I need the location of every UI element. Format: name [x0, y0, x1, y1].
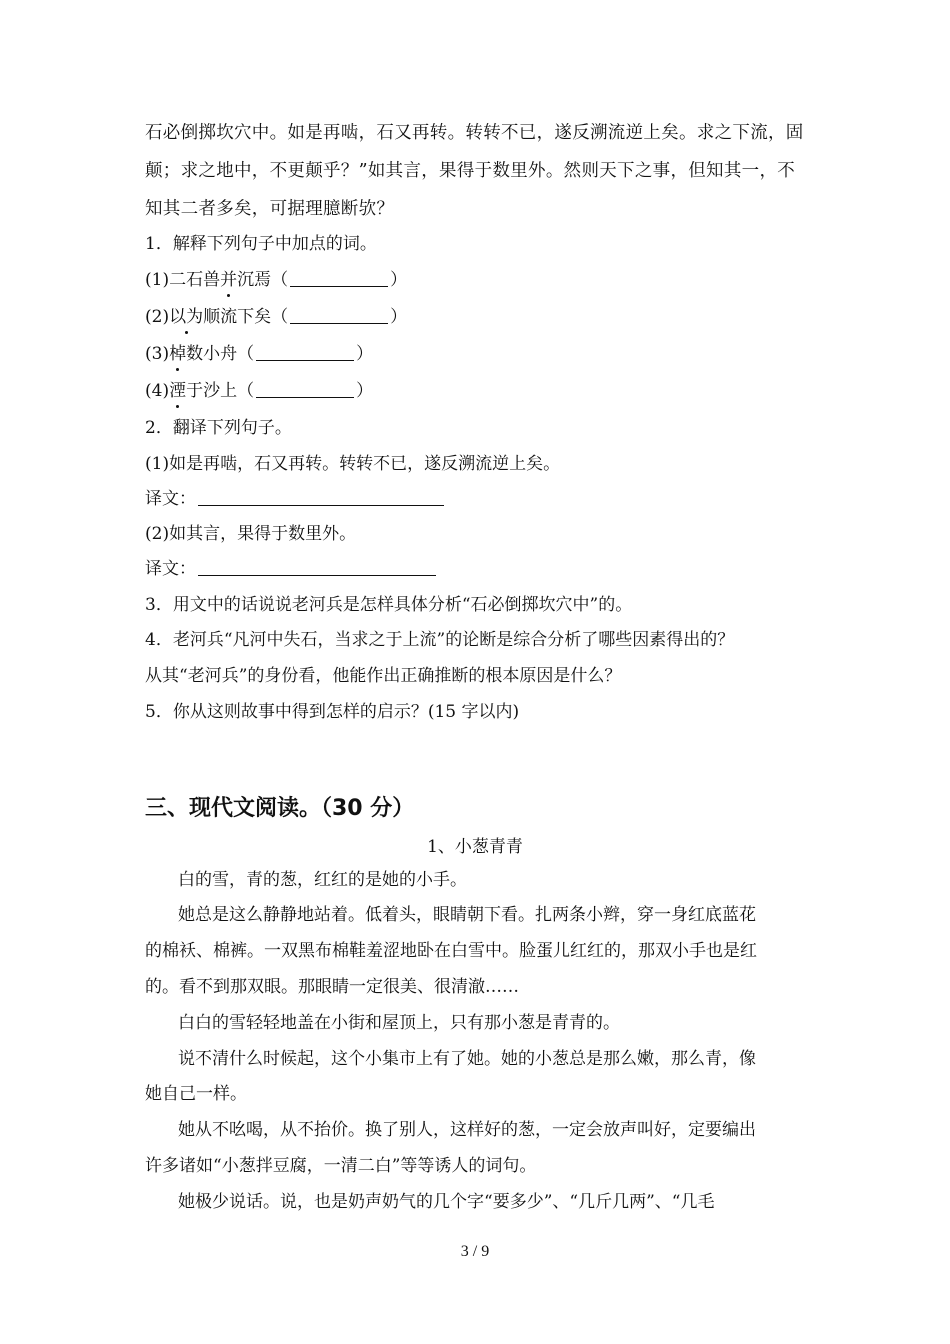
passage-line-10: 她极少说话。说，也是奶声奶气的几个字“要多少”、“几斤几两”、“几毛	[178, 1192, 715, 1212]
passage-line-6: 说不清什么时候起，这个小集市上有了她。她的小葱总是那么嫩，那么青，像	[178, 1049, 756, 1069]
passage-line-3: 的棉袄、棉裤。一双黑布棉鞋羞涩地卧在白雪中。脸蛋儿红红的，那双小手也是红	[145, 941, 757, 961]
question-1-item-4	[145, 379, 373, 403]
question-5: 5．你从这则故事中得到怎样的启示？(15 字以内)	[145, 702, 520, 722]
item-close: ）	[390, 307, 408, 327]
answer-label: 译文：	[145, 489, 196, 509]
question-2-answer-2	[145, 557, 438, 581]
question-1-item-2	[145, 305, 407, 329]
translation-blank[interactable]	[198, 559, 436, 576]
item-prefix: (1)二石兽	[145, 270, 221, 290]
page-number: 3 / 9	[460, 1243, 490, 1260]
item-suffix: 顺流下矣（	[203, 307, 289, 327]
passage-title: 1、小葱青青	[427, 837, 523, 857]
item-prefix: (2)	[145, 307, 170, 327]
classical-line-2: 颠；求之地中，不更颠乎？”如其言，果得于数里外。然则天下之事，但知其一，不	[145, 161, 796, 181]
item-suffix: 数小舟（	[186, 344, 255, 364]
question-4-line-1: 4．老河兵“凡河中失石，当求之于上流”的论断是综合分析了哪些因素得出的？	[145, 630, 735, 650]
classical-line-3: 知其二者多矣，可据理臆断欤？	[145, 199, 395, 219]
passage-line-9: 许多诸如“小葱拌豆腐，一清二白”等等诱人的词句。	[145, 1156, 537, 1176]
item-suffix: 于沙上（	[186, 381, 255, 401]
answer-blank[interactable]	[256, 381, 354, 398]
passage-line-4: 的。看不到那双眼。那眼睛一定很美、很清澈……	[145, 977, 519, 997]
item-prefix: (3)	[145, 344, 170, 364]
answer-blank[interactable]	[290, 270, 388, 287]
question-2-title: 2．翻译下列句子。	[145, 418, 292, 438]
item-close: ）	[356, 344, 374, 364]
item-suffix: 沉焉（	[237, 270, 289, 290]
dotted-word: 湮	[169, 381, 187, 401]
classical-line-1: 石必倒掷坎穴中。如是再啮，石又再转。转转不已，遂反溯流逆上矣。求之下流，固	[145, 123, 804, 143]
item-close: ）	[356, 381, 374, 401]
dotted-word: 棹	[169, 344, 187, 364]
dotted-word: 以为	[169, 307, 204, 327]
section-3-heading: 三、现代文阅读。（30 分）	[145, 796, 415, 821]
answer-blank[interactable]	[256, 344, 354, 361]
passage-line-2: 她总是这么静静地站着。低着头，眼睛朝下看。扎两条小辫，穿一身红底蓝花	[178, 905, 756, 925]
question-2-sentence-1: (1)如是再啮，石又再转。转转不已，遂反溯流逆上矣。	[145, 454, 561, 474]
dotted-word: 并	[220, 270, 238, 290]
passage-line-7: 她自己一样。	[145, 1084, 247, 1104]
item-prefix: (4)	[145, 381, 170, 401]
passage-line-1: 白的雪，青的葱，红红的是她的小手。	[178, 870, 467, 890]
question-3: 3．用文中的话说说老河兵是怎样具体分析“石必倒掷坎穴中”的。	[145, 595, 633, 615]
question-2-answer-1	[145, 487, 446, 511]
translation-blank[interactable]	[198, 489, 444, 506]
question-1-item-3	[145, 342, 373, 366]
question-4-line-2: 从其“老河兵”的身份看，他能作出正确推断的根本原因是什么？	[145, 666, 622, 686]
question-1-item-1	[145, 268, 407, 292]
passage-line-5: 白白的雪轻轻地盖在小街和屋顶上，只有那小葱是青青的。	[178, 1013, 620, 1033]
answer-label: 译文：	[145, 559, 196, 579]
question-2-sentence-2: (2)如其言，果得于数里外。	[145, 524, 357, 544]
question-1-title: 1．解释下列句子中加点的词。	[145, 234, 377, 254]
item-close: ）	[390, 270, 408, 290]
passage-line-8: 她从不吆喝，从不抬价。换了别人，这样好的葱，一定会放声叫好，定要编出	[178, 1120, 756, 1140]
answer-blank[interactable]	[290, 307, 388, 324]
